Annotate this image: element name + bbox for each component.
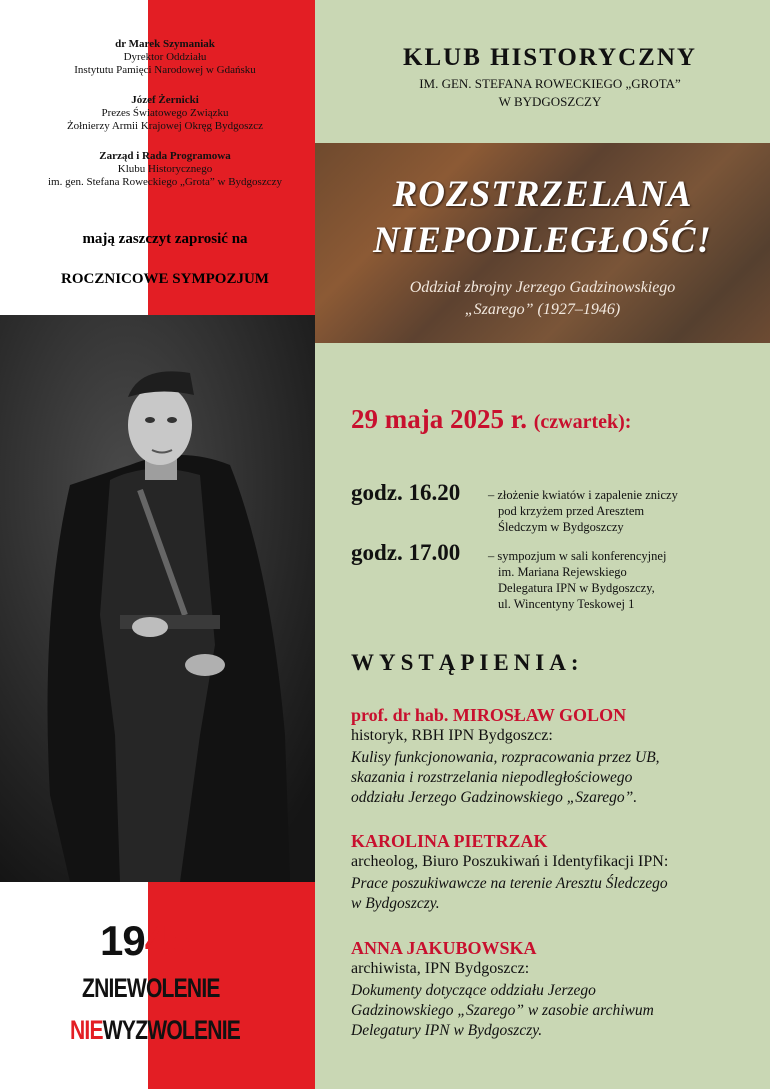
logo-line-1: ZNIEWOLENIE [82, 973, 220, 1003]
speaker-3-talk: Gadzinowskiego „Szarego” w zasobie archiwum [351, 1002, 654, 1019]
soldier-photo [0, 315, 315, 882]
speaker-1-name: prof. dr hab. MIROSŁAW GOLON [351, 705, 627, 725]
schedule-line: Śledczym w Bydgoszczy [498, 520, 624, 534]
event-name: ROCZNICOWE SYMPOZJUM [61, 271, 269, 287]
soldier-portrait-image [0, 315, 315, 882]
logo-year [100, 917, 189, 965]
inviter-2 [0, 94, 330, 133]
inviter-name: Zarząd i Rada Programowa [99, 150, 231, 162]
dash: – [488, 549, 495, 563]
inviter-name: dr Marek Szymaniak [115, 38, 215, 50]
inviter-1 [0, 38, 330, 77]
logo-nie: NIE [70, 1015, 103, 1045]
inviter-title: Prezes Światowego Związku [101, 107, 229, 119]
banner-subtitle-1: Oddział zbrojny Jerzego Gadzinowskiego [409, 279, 676, 296]
inviter-name: Józef Żernicki [131, 94, 199, 106]
speaker-2-role: archeolog, Biuro Poszukiwań i Identyfikacji IPN: [351, 853, 669, 870]
speaker-2-talk: Prace poszukiwawcze na terenie Aresztu Śledczego [351, 875, 668, 892]
logo-year-black: 19 [100, 917, 145, 964]
logo-wyzwolenie: WYZWOLENIE [102, 1015, 241, 1045]
schedule-line: ul. Wincentyny Teskowej 1 [498, 597, 635, 611]
speaker-3-talk: Delegatury IPN w Bydgoszczy. [351, 1022, 543, 1039]
inviter-title: Dyrektor Oddziału [123, 51, 207, 63]
speaker-3-talk: Dokumenty dotyczące oddziału Jerzego [351, 982, 596, 999]
club-title: KLUB HISTORYCZNY [403, 44, 697, 71]
event-date [351, 404, 631, 435]
schedule-line: im. Mariana Rejewskiego [498, 565, 627, 579]
inviter-3 [0, 150, 330, 189]
invitation-text: mają zaszczyt zaprosić na [82, 231, 248, 247]
banner-title-1: ROZSTRZELANA [392, 174, 693, 215]
inviter-title: im. gen. Stefana Roweckiego „Grota” w Bydgoszczy [48, 176, 282, 188]
speaker-1-talk: oddziału Jerzego Gadzinowskiego „Szarego”. [351, 789, 638, 806]
speaker-3-name: ANNA JAKUBOWSKA [351, 938, 537, 958]
schedule-time-2: godz. 17.00 [351, 540, 461, 565]
talks-heading: WYSTĄPIENIA: [351, 650, 584, 675]
inviter-title: Klubu Historycznego [117, 163, 213, 175]
logo-year-red: 45 [144, 917, 190, 964]
club-patron: IM. GEN. STEFANA ROWECKIEGO „GROTA” [419, 76, 681, 91]
speaker-2-talk: w Bydgoszczy. [351, 895, 440, 912]
banner-title-2: NIEPODLEGŁOŚĆ! [373, 220, 712, 261]
flag-block-top [0, 0, 315, 315]
speaker-1-role: historyk, RBH IPN Bydgoszcz: [351, 727, 553, 744]
title-banner [315, 143, 770, 343]
club-city: W BYDGOSZCZY [498, 94, 602, 109]
schedule-line: Delegatura IPN w Bydgoszczy, [498, 581, 655, 595]
dash: – [488, 488, 495, 502]
schedule-line: sympozjum w sali konferencyjnej [497, 549, 667, 563]
schedule-desc-2 [488, 548, 666, 564]
schedule-line: złożenie kwiatów i zapalenie zniczy [497, 488, 678, 502]
speaker-1-talk: Kulisy funkcjonowania, rozpracowania przez UB, [351, 749, 660, 766]
date-day: (czwartek): [533, 411, 632, 433]
logo-line-2 [70, 1015, 240, 1046]
date-main: 29 maja 2025 r. [351, 404, 527, 434]
speaker-2-name: KAROLINA PIETRZAK [351, 831, 548, 851]
inviter-title: Instytutu Pamięci Narodowej w Gdańsku [74, 64, 256, 76]
schedule-desc-1 [488, 487, 678, 503]
speaker-1-talk: skazania i rozstrzelania niepodległościowego [351, 769, 633, 786]
schedule-time-1: godz. 16.20 [351, 480, 461, 505]
banner-subtitle-2: „Szarego” (1927–1946) [464, 301, 621, 318]
schedule-line: pod krzyżem przed Aresztem [498, 504, 645, 518]
speaker-3-role: archiwista, IPN Bydgoszcz: [351, 960, 530, 977]
inviter-title: Żołnierzy Armii Krajowej Okręg Bydgoszcz [66, 120, 264, 132]
